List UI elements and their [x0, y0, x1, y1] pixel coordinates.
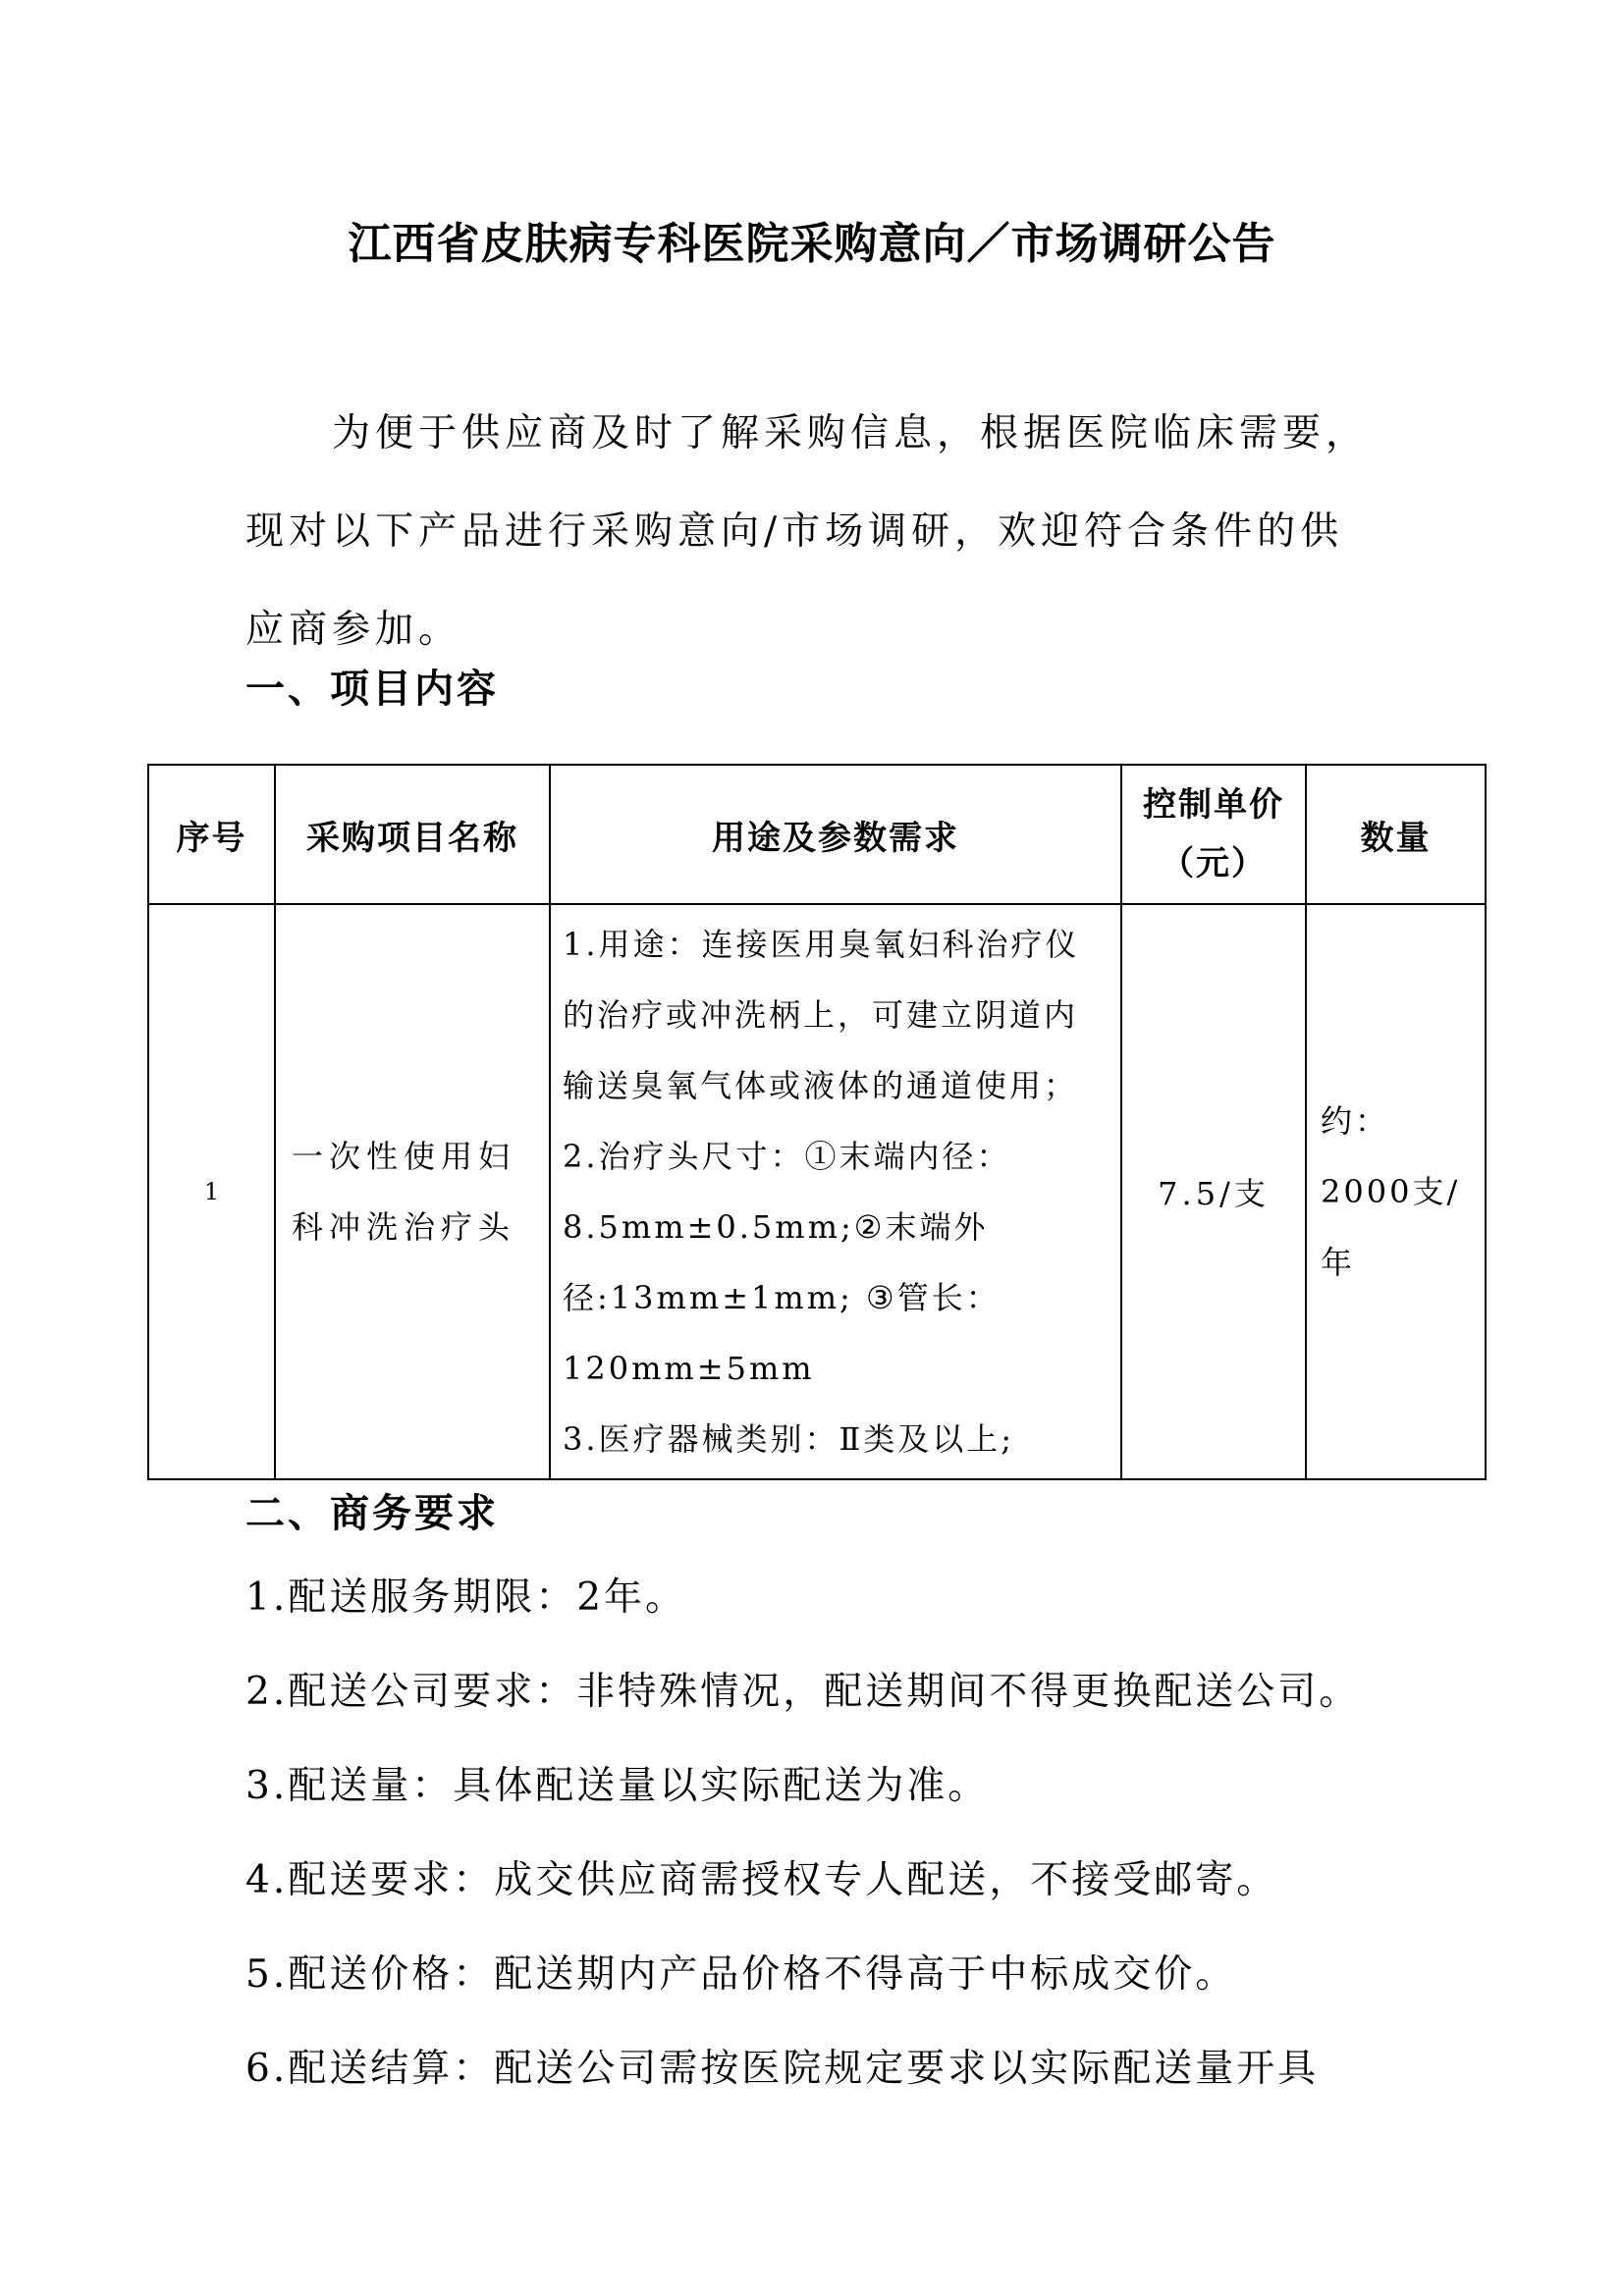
header-name: 采购项目名称 [275, 765, 550, 904]
header-price-line1: 控制单价 [1143, 785, 1284, 825]
requirement-item: 5.配送价格：配送期内产品价格不得高于中标成交价。 [245, 1952, 1237, 1997]
requirement-item: 6.配送结算：配送公司需按医院规定要求以实际配送量开具 [245, 2047, 1320, 2091]
cell-seq: 1 [148, 904, 275, 1479]
items-table [147, 764, 1487, 1480]
requirement-item: 2.配送公司要求：非特殊情况，配送期间不得更换配送公司。 [245, 1670, 1361, 1714]
table-header-row [148, 765, 1486, 904]
cell-qty: 约：2000支/年 [1306, 904, 1486, 1479]
section-heading-business-requirements: 二、商务要求 [245, 1491, 499, 1536]
spec-line-class: 3.医疗器械类别：Ⅱ类及以上; [563, 1420, 1015, 1458]
table-row [148, 904, 1486, 1479]
header-price [1121, 765, 1306, 904]
header-spec: 用途及参数需求 [550, 765, 1121, 904]
spec-line-usage: 1.用途：连接医用臭氧妇科治疗仪的治疗或冲洗柄上，可建立阴道内输送臭氧气体或液体的通道使用； [563, 926, 1080, 1104]
intro-paragraph: 为便于供应商及时了解采购信息，根据医院临床需要，现对以下产品进行采购意向/市场调研，欢迎符合条件的供应商参加。 [245, 411, 1370, 652]
requirement-item: 4.配送要求：成交供应商需授权专人配送，不接受邮寄。 [245, 1858, 1278, 1902]
cell-name: 一次性使用妇科冲洗治疗头 [275, 904, 550, 1479]
header-seq: 序号 [148, 765, 275, 904]
page-title: 江西省皮肤病专科医院采购意向／市场调研公告 [348, 219, 1276, 269]
requirement-item: 1.配送服务期限：2年。 [245, 1575, 687, 1620]
cell-price: 7.5/支 [1121, 904, 1306, 1479]
cell-spec [550, 904, 1121, 1479]
requirement-item: 3.配送量：具体配送量以实际配送为准。 [245, 1764, 990, 1808]
header-price-line2: （元） [1161, 844, 1267, 883]
spec-line-size: 2.治疗头尺寸：①末端内径：8.5mm±0.5mm;②末端外径:13mm±1mm; ③管长：120mm±5mm [563, 1138, 1011, 1387]
section-heading-project-content: 一、项目内容 [245, 667, 499, 712]
header-qty: 数量 [1306, 765, 1486, 904]
